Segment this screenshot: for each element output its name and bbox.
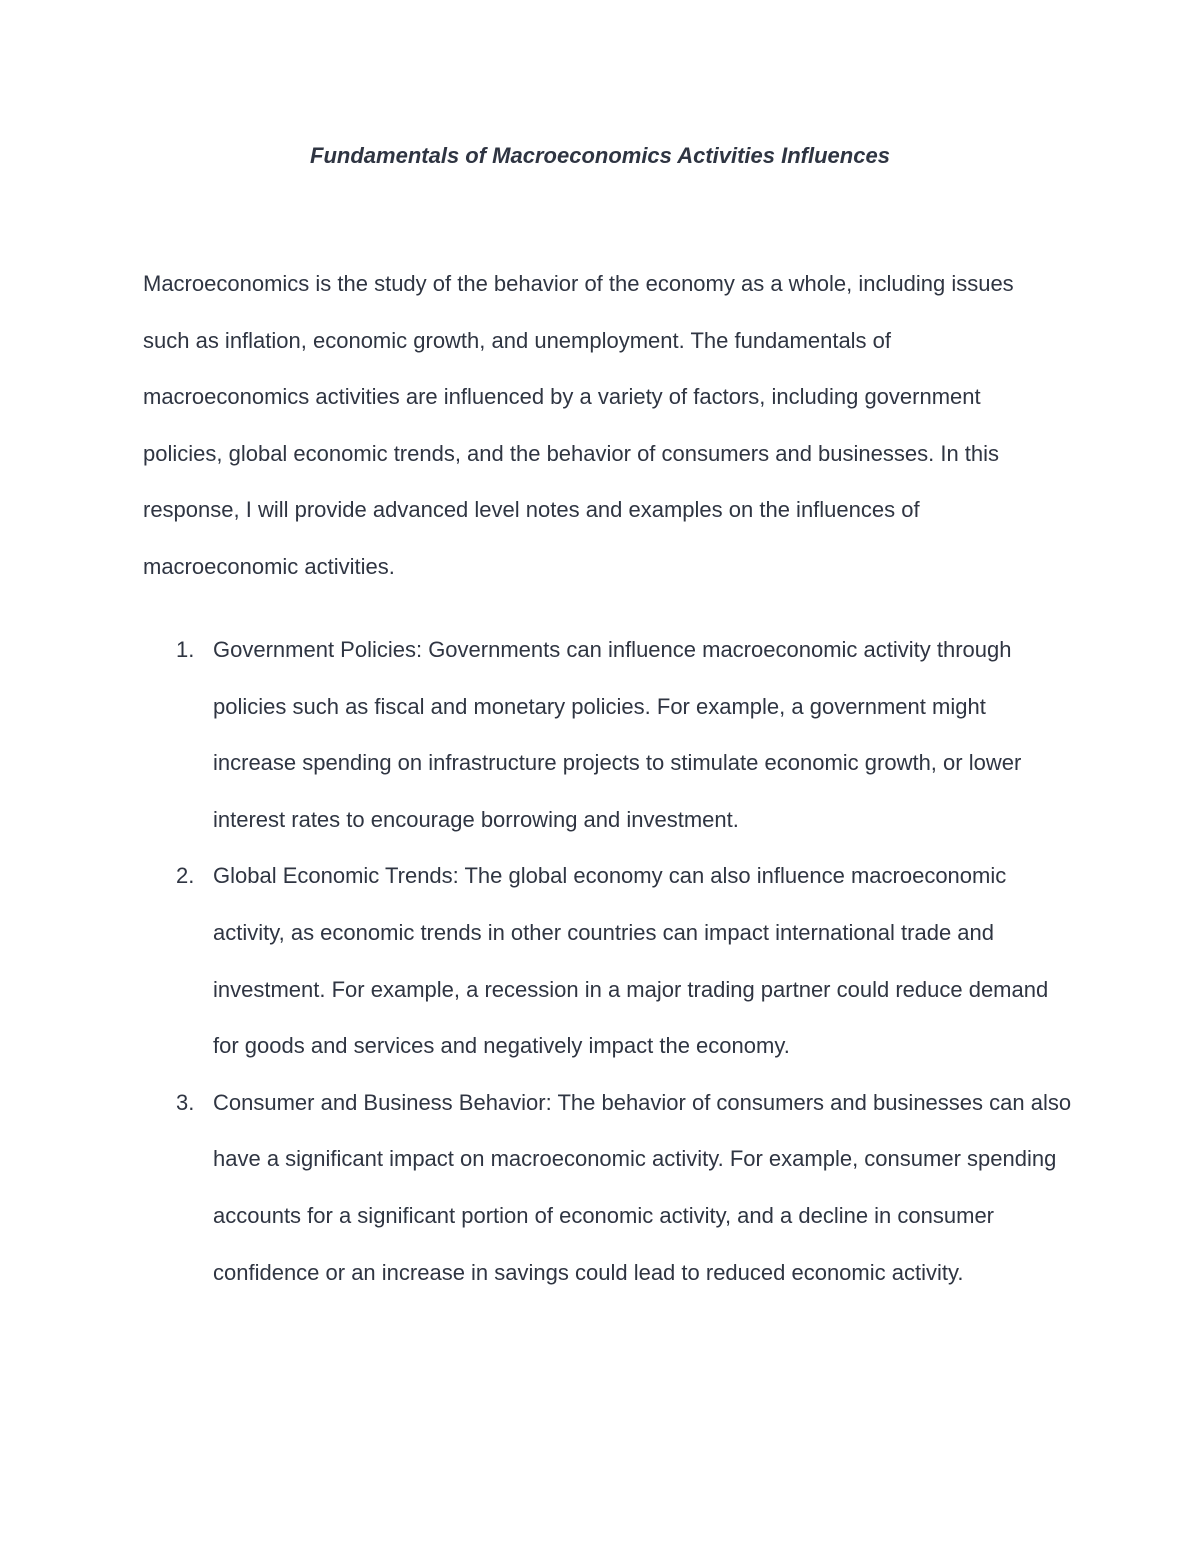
intro-paragraph: Macroeconomics is the study of the behavior of the economy as a whole, including issues such as inflation, economic growth, and unemployment. The fundamentals of macroeconomics activities are influenced by a variety of factors, including government policies, global economic trends, and the behavior of consumers and businesses. In this response, I will provide advanced level notes and examples on the influences of macroeconomic activities. xyxy=(143,271,1014,579)
list-item-text: Government Policies: Governments can influence macroeconomic activity through policies such as fiscal and monetary policies. For example, a government might increase spending on infrastructure projects to stimulate economic growth, or lower interest rates to encourage borrowing and investment. xyxy=(213,637,1022,832)
list-item xyxy=(143,1075,1073,1301)
list-item-number: 3. xyxy=(176,1089,195,1115)
list-item-number: 1. xyxy=(176,637,195,662)
list-item-text: Global Economic Trends: The global economy can also influence macroeconomic activity, as economic trends in other countries can impact international trade and investment. For example, a recession in a major trading partner could reduce demand for goods and services and negatively impact the economy. xyxy=(213,863,1049,1059)
document-title: Fundamentals of Macroeconomics Activities Influences xyxy=(310,143,890,168)
list-item-number: 2. xyxy=(176,863,195,889)
influences-list xyxy=(143,622,1073,1301)
list-item xyxy=(143,848,1073,1074)
list-item xyxy=(143,622,1073,848)
list-item-text: Consumer and Business Behavior: The behavior of consumers and businesses can also have a significant impact on macroeconomic activity. For example, consumer spending accounts for a significant portion of economic activity, and a decline in consumer confidence or an increase in savings could lead to reduced economic activity. xyxy=(213,1089,1072,1285)
